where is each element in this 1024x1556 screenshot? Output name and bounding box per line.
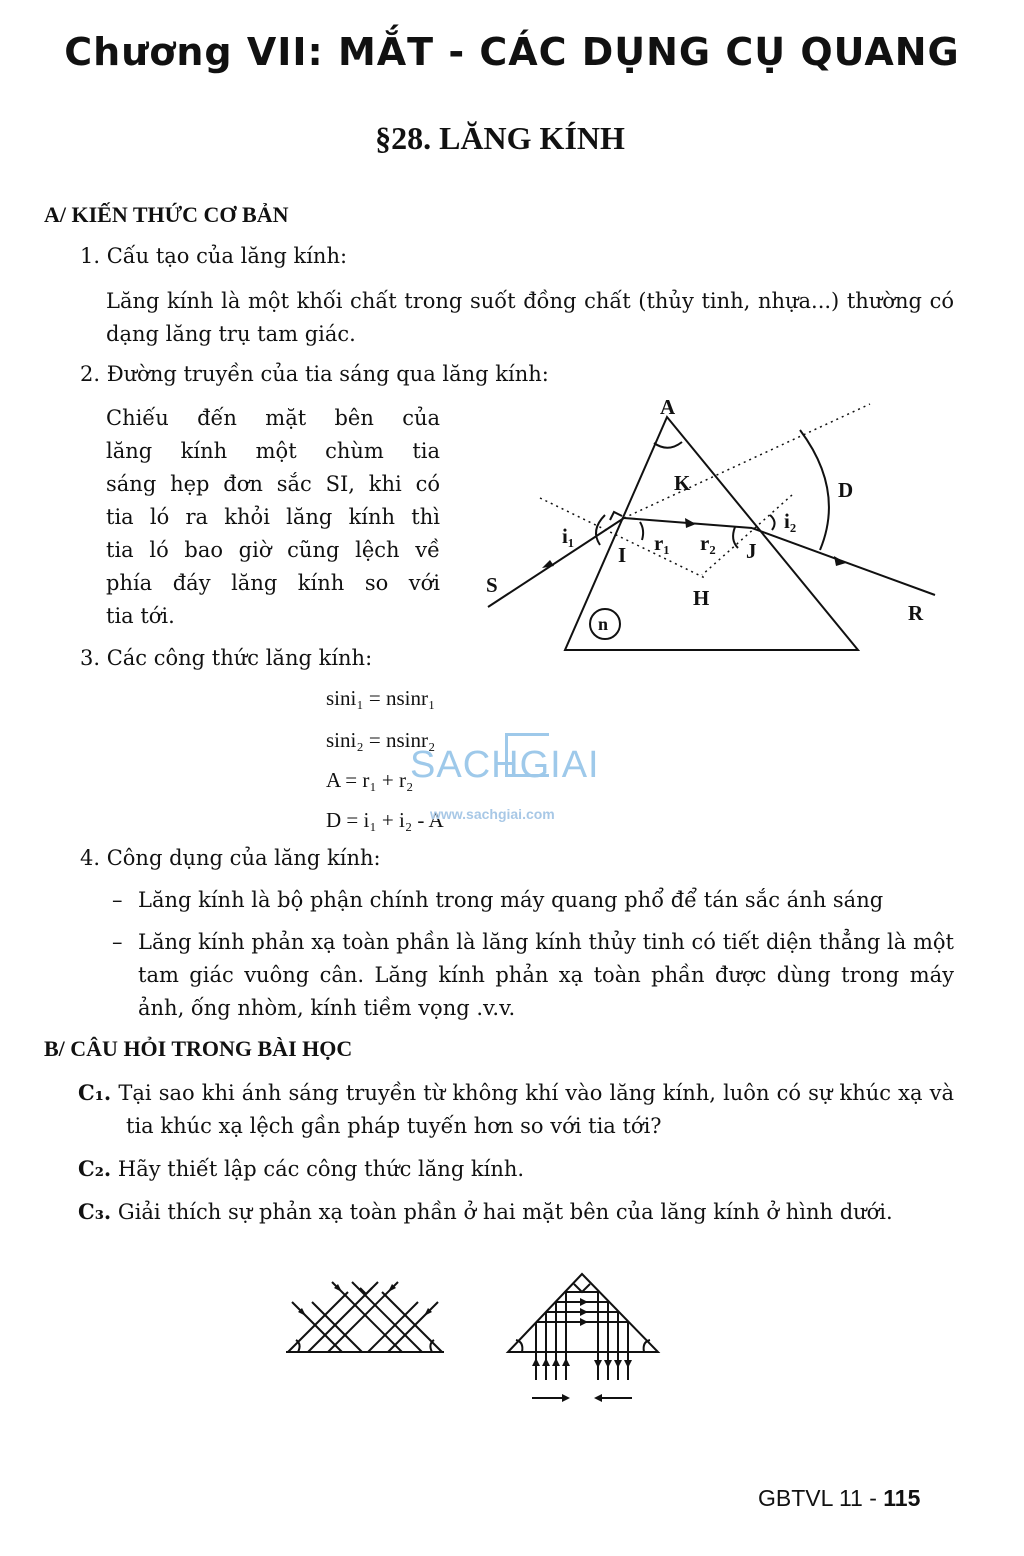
question-text: Hãy thiết lập các công thức lăng kính. [117, 1157, 525, 1181]
formula-3: A = r₁ + r₂ [326, 768, 414, 792]
question-label: C₃. [78, 1199, 112, 1224]
formula-1: sini₁ = nsinr₁ [326, 686, 436, 710]
item1-text: Lăng kính là một khối chất trong suốt đồng chất (thủy tinh, nhựa...) thường có dạng lăng trụ tam giác. [106, 289, 954, 346]
prism-diagram [480, 390, 960, 660]
arrow-right [580, 1318, 588, 1326]
reflection-prism-figure-1 [284, 1268, 448, 1358]
item3-title: 3. Các công thức lăng kính: [80, 646, 373, 670]
incident-ray-extension [624, 404, 870, 518]
item2-line: tia ló bao giờ cũng lệch về [106, 538, 440, 562]
item2-line: tia tới. [106, 604, 175, 628]
formula-2: sini₂ = nsinr₂ [326, 728, 436, 752]
item1-title: 1. Cấu tạo của lăng kính: [80, 244, 348, 268]
question-c3 [78, 1195, 954, 1229]
angle-r1-arc [640, 522, 643, 540]
base-angle-arc [296, 1340, 300, 1352]
item4-bullet-text: Lăng kính là bộ phận chính trong máy quang phổ để tán sắc ánh sáng [138, 888, 884, 912]
angle-i2-arc [770, 515, 775, 530]
label-r1: r₁ [654, 531, 670, 555]
item4-bullet: – Lăng kính là bộ phận chính trong máy quang phổ để tán sắc ánh sáng [112, 888, 884, 912]
arrow-incident [542, 560, 554, 568]
arrow-up [562, 1358, 570, 1366]
item4-bullet-text: Lăng kính phản xạ toàn phần là lăng kính thủy tinh có tiết diện thẳng là một tam giác vuông cân. Lăng kính phản xạ toàn phần được dùng trong máy ảnh, ống nhòm, kính tiềm vọng .v.v. [138, 930, 954, 1020]
base-angle-arc [430, 1340, 434, 1352]
section-title: §28. LĂNG KÍNH [375, 120, 625, 156]
question-label: C₁. [78, 1080, 112, 1105]
label-I: I [618, 543, 627, 567]
item2-line: tia ló ra khỏi lăng kính thì [106, 505, 440, 529]
angle-i1-arc [596, 515, 605, 545]
label-R: R [908, 601, 924, 625]
label-A: A [660, 395, 676, 419]
question-c1 [78, 1076, 954, 1143]
arrow-up [552, 1358, 560, 1366]
label-n: n [598, 614, 609, 634]
ray-segment [368, 1302, 418, 1352]
arrow-right [562, 1394, 570, 1402]
part-b-heading: B/ CÂU HỎI TRONG BÀI HỌC [44, 1036, 353, 1061]
angle-r2-arc [733, 527, 738, 548]
item2-line: phía đáy lăng kính so với [106, 571, 440, 595]
arrow-down [594, 1360, 602, 1368]
question-c2 [78, 1152, 954, 1186]
part-a-heading: A/ KIẾN THỨC CƠ BẢN [44, 202, 289, 227]
right-angle-marker [574, 1284, 590, 1292]
arrow-down [604, 1360, 612, 1368]
arrow-down [624, 1360, 632, 1368]
label-i2: i₂ [784, 509, 797, 533]
item2-paragraph [106, 402, 440, 633]
footer [758, 1485, 920, 1512]
label-S: S [486, 573, 498, 597]
label-K: K [674, 471, 691, 495]
deviation-arc [800, 430, 829, 550]
arrow-left [594, 1394, 602, 1402]
arrow-up [532, 1358, 540, 1366]
watermark-brand: SACHGIAI [410, 744, 600, 786]
watermark-url: www.sachgiai.com [430, 806, 555, 822]
item2-line: Chiếu đến mặt bên của [106, 406, 440, 430]
formula-4: D = i₁ + i₂ - A [326, 808, 444, 832]
item2-title: 2. Đường truyền của tia sáng qua lăng kính: [80, 362, 549, 386]
item4-bullet: – Lăng kính phản xạ toàn phần là lăng kính thủy tinh có tiết diện thẳng là một tam giác vuông cân. Lăng kính phản xạ toàn phần được dùng trong máy ảnh, ống nhòm, kính tiềm vọng .v.v. [112, 930, 954, 1020]
question-label: C₂. [78, 1156, 112, 1181]
question-text: Tại sao khi ánh sáng truyền từ không khí vào lăng kính, luôn có sự khúc xạ và tia khúc xạ lệch gần pháp tuyến hơn so với tia tới? [118, 1081, 954, 1138]
question-text: Giải thích sự phản xạ toàn phần ở hai mặt bên của lăng kính ở hình dưới. [117, 1200, 893, 1224]
item2-line: sáng hẹp đơn sắc SI, khi có [106, 472, 440, 496]
emergent-ray [752, 528, 935, 595]
apex-angle-arc [654, 442, 682, 448]
right-angle-marker [610, 512, 622, 520]
chapter-title: Chương VII: MẮT - CÁC DỤNG CỤ QUANG [64, 30, 960, 74]
arrow-down [614, 1360, 622, 1368]
footer-page-number: 115 [883, 1485, 921, 1511]
arrow-up [542, 1358, 550, 1366]
label-J: J [746, 539, 757, 563]
label-H: H [693, 586, 710, 610]
label-r2: r₂ [700, 531, 716, 555]
arrow-right [580, 1298, 588, 1306]
reflection-prism-figure-2 [504, 1270, 664, 1410]
item2-line: lăng kính một chùm tia [106, 439, 440, 463]
footer-book: GBTVL 11 - [758, 1485, 877, 1511]
label-D: D [838, 478, 854, 502]
label-i1: i₁ [562, 524, 575, 548]
item4-title: 4. Công dụng của lăng kính: [80, 846, 381, 870]
ray-segment [312, 1302, 362, 1352]
arrow-right [580, 1308, 588, 1316]
